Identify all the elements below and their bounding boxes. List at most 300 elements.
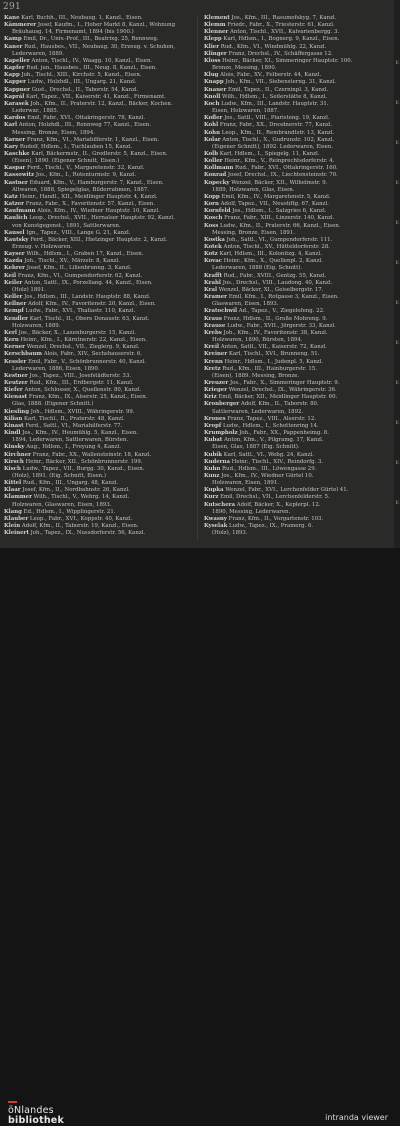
directory-entry [204, 208, 392, 215]
entry-text: Wenzel, Drechsl., IX., Währingerstr. 36. [228, 387, 337, 394]
entry-text: Emil, Kfm., I., Rotgasse 3, Kanzl., Eisen. [228, 294, 339, 301]
right-column [204, 15, 392, 537]
entry-text: Karl, Tischl., XVI., Brunneng. 51. [228, 351, 320, 358]
entry-text: Rud., Hdlsm., III., Löwengasse 29. [222, 465, 317, 472]
entry-text: Ferd., Bäcker, XIII., Hietzinger Hauptstr. 2, Kanzl. [30, 236, 168, 243]
entry-text: Karl, Tapez., VII., Kaiserstr. 41, Kanzl., Firmenamt. [26, 93, 166, 100]
directory-entry [204, 351, 392, 358]
entry-name: Kapeller [4, 57, 30, 64]
entry-name: Kollmann [204, 165, 234, 172]
entry-name: Kral [204, 286, 218, 293]
entry-text: Heinr., Bäcker, XI., Simmeringer Hauptstr. 100. [222, 57, 353, 64]
entry-text: Jos., Kfm., III., Rasumofskyg. 7, Kanzl. [231, 15, 337, 21]
directory-entry [204, 187, 392, 194]
entry-name: Krumpholz [204, 430, 238, 437]
entry-text: Karl, Tischl., II., Obere Donaustr. 63, Kanzl. [29, 315, 150, 322]
entry-name: Katz [4, 193, 18, 200]
entry-name: Kaner [4, 43, 23, 50]
directory-entry [204, 330, 392, 337]
directory-entry [4, 137, 194, 144]
entry-text: Eduard, Kfm., V., Hamburgerstr. 7, Kanzl., Eisen. [29, 179, 164, 186]
entry-text: (Eisen), 1889. Messing, Bronze. [212, 372, 300, 379]
entry-name: Kreil [204, 344, 220, 351]
entry-text: Joh., Fabr., XX., Pappenheimg. 8. [239, 430, 329, 437]
entry-text: Franz, Kfm., VI., Gumpendorferstr. 62, Kanzl. [17, 272, 143, 279]
margin-letter: K [395, 340, 399, 346]
directory-entry [4, 36, 194, 43]
directory-entry [204, 72, 392, 79]
entry-name: Kutschera [204, 501, 235, 508]
entry-name: Klinger [204, 50, 227, 57]
entry-name: Kretz [204, 365, 221, 372]
entry-text: Franz, Kfm., IX., Alserstr. 25, Kanzl., Eisen. [28, 394, 148, 401]
entry-text: Wilh., Hdlsm., I., Seilerstätte 8, Kanzl. [222, 93, 328, 100]
entry-text: Anton, Tischl., XVII., Kalvarienbergg. 3. [230, 29, 340, 36]
directory-entry [204, 509, 392, 516]
directory-entry [204, 359, 392, 366]
entry-name: Kessler [4, 358, 27, 365]
directory-entry [4, 351, 194, 358]
entry-text: Ferd., Tischl., V., Margaretenstr. 32, Kanzl. [27, 165, 145, 172]
entry-text: Anton, Holzhdl., III., Rennweg 77, Kanzl., Eisen. [18, 122, 151, 129]
directory-entry [4, 180, 194, 187]
directory-entry [4, 144, 194, 151]
entry-text: Wenzel, Drechsl., VII., Zieglerg. 9, Kanzl. [26, 344, 140, 351]
entry-text: Franz, Kfm., II., Vorgartenstr. 103. [228, 515, 324, 522]
directory-entry [204, 237, 392, 244]
entry-name: Krafft [204, 272, 222, 279]
directory-entry [4, 523, 194, 530]
entry-text: Holzwaren, 1889. [12, 322, 61, 329]
entry-name: Kerl [4, 329, 17, 336]
directory-entry [204, 394, 392, 401]
entry-name: Kaufmann [4, 208, 36, 215]
directory-entry [4, 530, 194, 537]
entry-text: Josef, Kfm., II., Nordbahnstr. 26, Kanzl. [22, 487, 130, 494]
directory-entry [4, 244, 194, 251]
entry-name: Kary [4, 143, 19, 150]
entry-name: Kohl [204, 122, 219, 129]
entry-name: Klauber [4, 515, 29, 522]
directory-entry [4, 330, 194, 337]
entry-text: Adolf, Kfm., II., Taborstr. 80. [240, 401, 319, 408]
entry-text: Rud., Kfm., VI., Windmühlg. 22, Kanzl. [220, 43, 327, 50]
entry-name: Keutzer [4, 379, 28, 386]
entry-text: Glaswaren, Eisen, 1893. [212, 301, 279, 308]
entry-text: Franz, Fabr., X., Favoritenstr. 57, Kanzl., Eisen. [25, 201, 155, 208]
entry-name: Kamp [4, 36, 22, 43]
entry-name: Kraus [204, 315, 222, 322]
entry-text: Joh., Sattl., VI., Gumpendorferstr. 111. [226, 236, 333, 243]
directory-entry [204, 165, 392, 172]
directory-entry [204, 36, 392, 43]
entry-name: Knoll [204, 93, 221, 100]
entry-text: Heinr., Kfm., V., Reinprechtsdorferstr. 4. [224, 158, 335, 165]
entry-name: Kolb [204, 150, 218, 157]
entry-name: Kreuzer [204, 379, 229, 386]
entry-text: Jos., Fabr., X., Simmeringer Hauptstr. 9. [229, 379, 340, 386]
entry-text: Leop., Kfm., II., Rembrandtstr. 13, Kanzl. [221, 129, 335, 136]
directory-entry [4, 101, 194, 108]
directory-entry [204, 194, 392, 201]
directory-entry [204, 337, 392, 344]
directory-entry [4, 44, 194, 51]
entry-text: Ludw., Tapez., VII., Burgg. 30, Kanzl., Eisen. [22, 465, 145, 472]
directory-entry [4, 158, 194, 165]
entry-name: Kiefer [4, 387, 23, 394]
entry-text: Eisen, Holzwaren, 1887. [212, 108, 279, 115]
directory-entry [4, 380, 194, 387]
entry-name: Kuhn [204, 465, 221, 472]
directory-entry [4, 130, 194, 137]
entry-text: Ludw., Fabr., XVII., Jörgerstr. 33, Kanzl. [227, 322, 336, 329]
entry-text: Eisen, Glas, 1887 (Eig. Schnitt). [212, 444, 300, 451]
directory-entry [4, 502, 194, 509]
directory-entry [4, 373, 194, 380]
entry-name: Kopp [204, 193, 220, 200]
entry-name: Kapp [4, 72, 20, 79]
entry-text: Ludw., Tapez., IX., Pramerg. 6. [229, 523, 314, 530]
entry-name: Kaschke [4, 150, 30, 157]
entry-name: Kofler [204, 115, 223, 122]
entry-text: Heinr., Bäcker, XII., Schönbrunnerstr. 199. [25, 458, 143, 465]
directory-entry [4, 194, 194, 201]
entry-text: Karl, Hdlsm., I., Bognerg. 9, Kanzl., Eisen. [223, 36, 340, 43]
entry-name: Konrad [204, 172, 227, 179]
directory-entry [204, 380, 392, 387]
directory-entry [204, 530, 392, 537]
entry-text: Joh., Tischl., XV., Märzstr. 8, Kanzl. [24, 258, 120, 265]
entry-text: Lederwaren, 1886, Eisen, 1890. [12, 365, 100, 372]
entry-name: Kostka [204, 236, 225, 243]
entry-text: Alois, Kfm., IV., Wiedner Hauptstr. 10, Kanzl. [37, 208, 160, 215]
entry-text: von Kunstgegenst., 1891, Sattlerwaren. [12, 222, 121, 229]
directory-entry [4, 51, 194, 58]
directory-entry [204, 459, 392, 466]
entry-text: Friedr., Fabr., X., Triesterstr. 61, Kanzl. [227, 22, 335, 29]
library-logo[interactable] [8, 1106, 64, 1126]
entry-text: Ferd., Sattl., VI., Mariahilferstr. 77. [25, 422, 123, 429]
entry-name: Kloss [204, 57, 221, 64]
directory-entry [204, 44, 392, 51]
directory-entry [204, 144, 392, 151]
directory-entry [4, 187, 194, 194]
directory-entry [4, 337, 194, 344]
directory-entry [204, 473, 392, 480]
entry-text: Adolf, Kfm., IV., Favoritenstr. 20, Kanzl., Eisen. [28, 301, 156, 308]
entry-name: Koss [204, 222, 219, 229]
viewer-footer [0, 548, 400, 1126]
entry-text: Joh., Kfm., II., Praterstr. 12, Kanzl., Bäcker, Kochen. [30, 100, 173, 107]
entry-text: (Holz), 1893. [212, 530, 248, 537]
entry-text: Anton, Tischl., X., Gudrunstr. 102, Kanzl. [222, 136, 335, 143]
entry-name: Kiesling [4, 408, 29, 415]
entry-name: Kurz [204, 494, 219, 501]
directory-entry [4, 344, 194, 351]
entry-text: (Eigener Schnitt), 1892. Lederwaren, Eisen. [212, 143, 334, 150]
directory-entry [204, 287, 392, 294]
directory-entry [204, 480, 392, 487]
directory-entry [4, 316, 194, 323]
entry-name: Kramer [204, 294, 227, 301]
entry-name: Kane [4, 15, 20, 21]
entry-name: Karl [4, 122, 18, 129]
directory-entry [204, 273, 392, 280]
directory-entry [4, 201, 194, 208]
margin-letter: K [395, 140, 399, 146]
directory-entry [4, 215, 194, 222]
directory-entry [4, 87, 194, 94]
entry-name: Kapper [4, 79, 26, 86]
entry-text: Anton, Sattl., VII., Kaiserstr. 72, Kanzl. [220, 344, 327, 351]
entry-name: Kautsky [4, 236, 29, 243]
directory-entry [4, 94, 194, 101]
directory-entry [204, 137, 392, 144]
directory-entry [4, 437, 194, 444]
entry-name: Krones [204, 415, 226, 422]
entry-text: Jos., Drechsl., VIII., Laudong. 40, Kanzl. [222, 279, 333, 286]
entry-name: Kotz [204, 251, 218, 258]
directory-entry [4, 423, 194, 430]
entry-name: Kunz [204, 473, 220, 479]
entry-text: Franz, Tapez., VIII., Alserstr. 12. [227, 415, 317, 422]
directory-entry [204, 373, 392, 380]
directory-entry [4, 487, 194, 494]
entry-name: Kinsky [4, 444, 25, 451]
entry-text: Wenzel, Bäcker, XI., Geiselbergstr. 17. [218, 286, 324, 293]
entry-text: Heinr., Handl., XII., Meidlinger Hauptstr. 4, Kanzl. [19, 193, 158, 200]
entry-text: Heinr., Hdlsm., I., Judenpl. 5, Kanzl. [224, 358, 324, 365]
directory-entry [4, 387, 194, 394]
entry-text: Glas, 1888. (Eigener Schnitt.) [12, 401, 94, 408]
entry-text: Rud., Hausbes., VII., Neubaug. 30, Erzeug. v. Schuhen, [24, 43, 176, 50]
entry-text: Erzeug. v. Holzwaren. [12, 244, 73, 250]
entry-name: Karner [4, 136, 26, 143]
entry-name: Klier [204, 43, 220, 50]
entry-name: Krenn [204, 358, 223, 365]
directory-entry [204, 366, 392, 373]
margin-letter: K [395, 100, 399, 106]
directory-entry [204, 230, 392, 237]
entry-text: Franz, Kfm., VI., Mariahilferstr. 1, Kanzl., Eisen. [26, 136, 159, 143]
entry-name: Klemm [204, 22, 226, 29]
directory-entry [4, 273, 194, 280]
entry-text: Joh., Tapez., IX., Nussdorferstr. 56, Kanzl. [30, 530, 146, 537]
entry-name: Kempf [4, 308, 24, 315]
directory-entry [204, 22, 392, 29]
entry-name: Korn [204, 201, 219, 208]
directory-entry [204, 251, 392, 258]
entry-name: Kaprál [4, 93, 25, 100]
directory-entry [4, 459, 194, 466]
directory-entry [204, 494, 392, 501]
entry-name: Klement [204, 15, 230, 21]
directory-entry [204, 387, 392, 394]
entry-name: Kienast [4, 394, 28, 401]
directory-entry [4, 430, 194, 437]
entry-text: Josef, Kfm., II., Lilienbrunng. 3, Kanzl. [26, 265, 132, 272]
margin-letter: K [395, 460, 399, 466]
entry-name: Kastner [4, 179, 28, 186]
directory-entry [204, 344, 392, 351]
entry-text: Emil, Drechsl., VII., Lerchenfelderstr. 5. [220, 494, 330, 501]
entry-text: Adolf, Tapez., VII., Neustiftg. 67, Kanzl. [220, 201, 329, 208]
entry-text: Joh., Kfm., IV., Favoritenstr. 38, Kanzl. [223, 329, 328, 336]
entry-text: Joh., Hdlsm., XVIII., Währingerstr. 99. [30, 408, 135, 415]
entry-name: Klammer [4, 494, 32, 501]
entry-text: Rud., Kfm., III., Ungarg. 48, Kanzl. [22, 480, 119, 487]
margin-letter: K [395, 380, 399, 386]
entry-text: Emil, Fabr., V., Schönbrunnerstr. 40, Kanzl. [28, 358, 147, 365]
entry-name: Kubik [204, 451, 223, 458]
margin-letter: K [395, 260, 399, 266]
entry-text: Holzwaren, 1890, Bürsten, 1894. [212, 337, 303, 344]
entry-text: Holzwaren, Glaswaren, Eisen, 1893. [12, 501, 112, 508]
entry-text: Rud., Kfm., III., Hainburgerstr. 15. [222, 365, 317, 372]
entry-name: Klang [4, 508, 22, 515]
directory-entry [4, 494, 194, 501]
directory-entry [204, 416, 392, 423]
entry-name: Kisch [4, 465, 21, 472]
entry-name: Kotek [204, 244, 222, 250]
entry-name: Kardos [4, 115, 26, 122]
entry-text: Anton, Kfm., V., Pilgramg. 17, Kanzl. [223, 437, 324, 444]
entry-text: Bronze, Messing, 1890. [212, 65, 277, 72]
entry-text: Franz, Fabr., XX., Wallensteinstr. 18, Kanzl. [32, 451, 152, 458]
directory-entry [204, 79, 392, 86]
directory-entry [4, 323, 194, 330]
entry-name: Kindl [4, 430, 21, 437]
directory-entry [204, 401, 392, 408]
entry-name: Koller [204, 158, 223, 165]
entry-text: (Holz) 1891. [12, 286, 46, 293]
directory-entry [4, 72, 194, 79]
entry-name: Kyselak [204, 523, 228, 530]
entry-text: Aug., Hdlsm., I., Freyung 4, Kanzl. [26, 444, 121, 451]
directory-entry [204, 223, 392, 230]
entry-text: Anton, Tischl., XV., Hütteldorferstr. 28. [223, 244, 330, 250]
entry-name: Kinast [4, 422, 24, 429]
entry-text: (Eisen), 1890. (Eigener Schnitt, Eisen.) [12, 158, 120, 165]
entry-name: Kapfer [4, 65, 25, 72]
entry-text: Karl, Buchh., III., Neubaug. 1, Kanzl., Eisen. [21, 15, 143, 21]
page-number: 291 [3, 2, 22, 12]
directory-entry [4, 516, 194, 523]
directory-entry [204, 280, 392, 287]
directory-entry [4, 473, 194, 480]
directory-entry [4, 122, 194, 129]
margin-letter: K [395, 300, 399, 306]
entry-name: Kriz [204, 394, 217, 401]
directory-entry [204, 87, 392, 94]
entry-text: Anton, Sattl., IX., Porzellang. 44, Kanzl., Eisen. [24, 279, 153, 286]
directory-entry [204, 101, 392, 108]
directory-entry [4, 115, 194, 122]
entry-name: Kittel [4, 480, 22, 487]
entry-name: Kohn [204, 129, 221, 136]
directory-entry [4, 29, 194, 36]
directory-entry [4, 258, 194, 265]
directory-entry [204, 452, 392, 459]
directory-entry [204, 294, 392, 301]
entry-text: Alois, Fabr., XV., Felberstr. 44, Kanzl. [220, 72, 322, 79]
column-divider [197, 16, 198, 541]
entry-text: Gust., Drechsl., II., Taborstr. 54, Kanzl. [31, 86, 139, 93]
directory-entry [4, 466, 194, 473]
directory-entry [204, 215, 392, 222]
entry-text: Lederwaren, 1889. [12, 50, 64, 57]
margin-letter: K [395, 500, 399, 506]
entry-name: Krebs [204, 329, 222, 336]
entry-name: Kellner [4, 301, 27, 308]
entry-text: Wenzel, Fabr., XVI., Lerchenfelder Gürtel 41. [225, 487, 349, 494]
entry-text: Lederwaren, 1888 (Eig. Schnitt). [212, 265, 303, 272]
entry-text: Leop., Fabr., XVI., Koppstr. 40, Kanzl. [29, 515, 133, 522]
entry-text: Jos., Hdlsm., III., Landstr. Hauptstr. 88, Kanzl. [24, 294, 151, 301]
directory-entry [4, 172, 194, 179]
entry-name: Keil [4, 272, 17, 279]
entry-text: Jos., Bäcker, X., Laxenburgerstr. 15, Kanzl. [18, 329, 136, 336]
entry-name: Kappner [4, 86, 30, 93]
entry-text: Ad., Tapez., V., Ziegelofeng. 22. [238, 308, 325, 315]
directory-entry [204, 308, 392, 315]
entry-name: Kovac [204, 258, 223, 265]
entry-text: 1889, Holzwaren, Glas, Eisen. [212, 186, 295, 193]
entry-name: Keiler [4, 279, 23, 286]
viewer-brand[interactable]: intranda viewer [325, 1113, 388, 1122]
entry-text: Lederwar., 1885. [12, 108, 59, 115]
directory-entry [204, 51, 392, 58]
directory-entry [204, 115, 392, 122]
entry-text: Ludw., Fabr., XVI., Thaliastr. 110, Kanzl. [25, 308, 136, 315]
entry-text: Karl, Tischl., II., Praterstr. 48, Kanzl. [23, 415, 125, 422]
entry-name: Kreiner [204, 351, 228, 358]
entry-name: Kämmerer [4, 22, 37, 29]
scanned-page[interactable] [0, 0, 400, 548]
directory-entry [4, 452, 194, 459]
directory-entry [204, 316, 392, 323]
entry-name: Kaulich [4, 215, 28, 222]
entry-name: Kayser [4, 251, 25, 258]
entry-text: Franz, Drechsl., IV., Schäffergasse 12. [228, 50, 333, 57]
entry-name: Krieger [204, 387, 228, 394]
entry-name: Kirsch [4, 458, 24, 465]
entry-name: Koch [204, 100, 220, 107]
directory-entry [204, 58, 392, 65]
entry-name: Krahl [204, 279, 221, 286]
entry-name: Kosch [204, 215, 223, 222]
directory-entry [204, 430, 392, 437]
entry-text: Ludw., Holzhdl., III., Ungarg. 21, Kanzl. [27, 79, 137, 86]
directory-entry [4, 230, 194, 237]
entry-text: Rud., Fabr., XVI., Ottakringerstr. 160. [235, 165, 338, 172]
directory-entry [4, 294, 194, 301]
entry-name: Krause [204, 322, 226, 329]
entry-text: Rudolf, Hdlsm., I., Tuchlauben 15, Kanzl. [19, 143, 133, 150]
entry-name: Kestner [4, 372, 28, 379]
directory-entry [4, 58, 194, 65]
entry-text: Rud. jun., Hausbes., III., Neug. 8, Kanzl., Eisen. [26, 65, 157, 72]
entry-text: Emil, Bäcker, XII., Meidlinger Hauptstr. 60. [218, 394, 338, 401]
directory-entry [4, 208, 194, 215]
entry-text: Messing, Bronze, Eisen, 1894. [12, 129, 95, 136]
directory-entry [204, 108, 392, 115]
entry-text: 1894, Lederwaren, Sattlerwaren, Bürsten. [12, 437, 129, 444]
directory-entry [4, 65, 194, 72]
entry-text: Josef, Drechsl., IX., Liechtensteinstr. 70. [227, 172, 338, 179]
directory-entry [4, 237, 194, 244]
entry-text: Joh., Kfm., VII., Siebensterng. 31, Kanzl. [225, 79, 336, 86]
